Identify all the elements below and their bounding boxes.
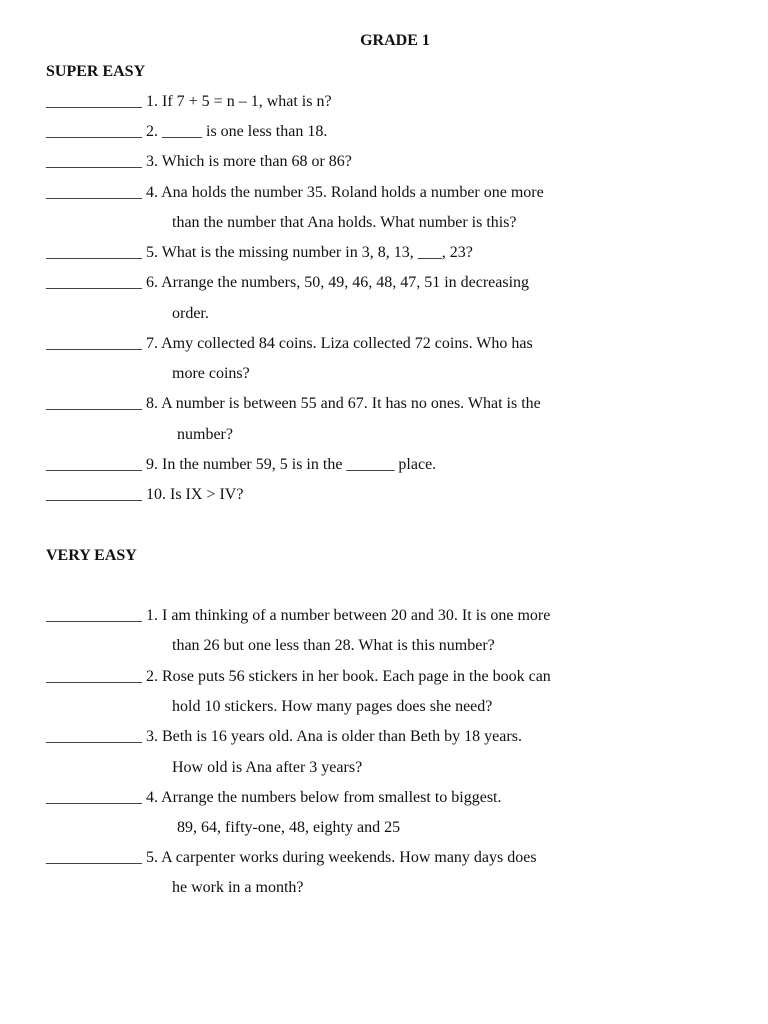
question-super-easy-2	[46, 122, 327, 142]
answer-blank: ____________	[46, 335, 142, 352]
question-number: 2.	[146, 668, 158, 685]
question-very-easy-4	[46, 788, 502, 808]
question-text: Arrange the numbers below from smallest to biggest.	[161, 789, 502, 806]
question-text-continued: How old is Ana after 3 years?	[172, 759, 363, 776]
question-text: Amy collected 84 coins. Liza collected 72 coins. Who has	[161, 335, 533, 352]
answer-blank: ____________	[46, 274, 142, 291]
question-number: 2.	[146, 123, 158, 140]
question-number: 5.	[146, 244, 158, 261]
question-super-easy-8	[46, 394, 541, 414]
question-number: 5.	[146, 849, 158, 866]
answer-blank: ____________	[46, 486, 142, 503]
question-text-continued: than 26 but one less than 28. What is this number?	[172, 637, 495, 654]
question-number: 3.	[146, 153, 158, 170]
question-number: 8.	[146, 395, 158, 412]
question-text: Which is more than 68 or 86?	[161, 153, 352, 170]
question-super-easy-5	[46, 243, 473, 263]
question-very-easy-2	[46, 667, 551, 687]
question-super-easy-9	[46, 455, 436, 475]
question-very-easy-5	[46, 848, 537, 868]
answer-blank: ____________	[46, 789, 142, 806]
question-text: Ana holds the number 35. Roland holds a number one more	[161, 184, 544, 201]
answer-blank: ____________	[46, 607, 142, 624]
question-text: Beth is 16 years old. Ana is older than Beth by 18 years.	[162, 728, 522, 745]
question-super-easy-4	[46, 183, 544, 203]
question-number: 4.	[146, 789, 158, 806]
question-number: 6.	[146, 274, 158, 291]
question-text: If 7 + 5 = n – 1, what is n?	[162, 93, 332, 110]
question-text-continued: order.	[172, 305, 209, 322]
answer-blank: ____________	[46, 456, 142, 473]
answer-blank: ____________	[46, 123, 142, 140]
question-text: Arrange the numbers, 50, 49, 46, 48, 47, 51 in decreasing	[161, 274, 530, 291]
section-heading-very-easy: VERY EASY	[46, 547, 137, 564]
question-text: Rose puts 56 stickers in her book. Each page in the book can	[162, 668, 551, 685]
answer-blank: ____________	[46, 93, 142, 110]
answer-blank: ____________	[46, 395, 142, 412]
question-text: _____ is one less than 18.	[162, 123, 328, 140]
question-text-continued: number?	[177, 426, 233, 443]
question-text: Is IX > IV?	[170, 486, 244, 503]
question-number: 7.	[146, 335, 158, 352]
question-text-continued: hold 10 stickers. How many pages does she need?	[172, 698, 493, 715]
answer-blank: ____________	[46, 244, 142, 261]
question-number: 9.	[146, 456, 158, 473]
question-text-continued: 89, 64, fifty-one, 48, eighty and 25	[177, 819, 401, 836]
question-text-continued: than the number that Ana holds. What number is this?	[172, 214, 517, 231]
question-text: What is the missing number in 3, 8, 13, ___, 23?	[161, 244, 473, 261]
question-super-easy-1	[46, 92, 332, 112]
question-text-continued: he work in a month?	[172, 879, 304, 896]
section-heading-super-easy: SUPER EASY	[46, 63, 146, 80]
question-text: A number is between 55 and 67. It has no ones. What is the	[161, 395, 541, 412]
page-title: GRADE 1	[360, 32, 430, 49]
answer-blank: ____________	[46, 153, 142, 170]
question-super-easy-10	[46, 485, 243, 505]
question-super-easy-7	[46, 334, 533, 354]
question-text: A carpenter works during weekends. How many days does	[161, 849, 537, 866]
question-very-easy-3	[46, 727, 522, 747]
question-text: I am thinking of a number between 20 and 30. It is one more	[162, 607, 551, 624]
question-very-easy-1	[46, 606, 550, 626]
answer-blank: ____________	[46, 184, 142, 201]
question-number: 1.	[146, 93, 158, 110]
question-number: 10.	[146, 486, 166, 503]
answer-blank: ____________	[46, 728, 142, 745]
question-super-easy-3	[46, 152, 352, 172]
answer-blank: ____________	[46, 849, 142, 866]
answer-blank: ____________	[46, 668, 142, 685]
question-super-easy-6	[46, 273, 529, 293]
question-number: 3.	[146, 728, 158, 745]
question-text-continued: more coins?	[172, 365, 250, 382]
question-number: 4.	[146, 184, 158, 201]
question-text: In the number 59, 5 is in the ______ place.	[162, 456, 437, 473]
question-number: 1.	[146, 607, 158, 624]
